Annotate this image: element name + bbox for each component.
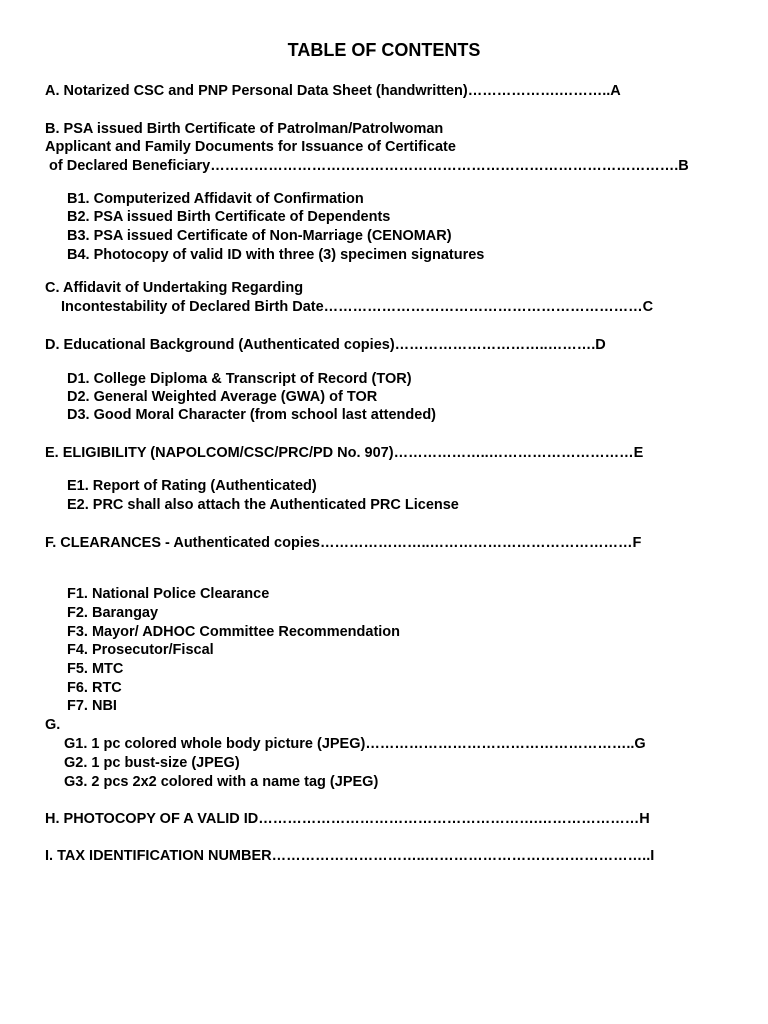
toc-subentry-g2: G2. 1 pc bust-size (JPEG) [64, 755, 240, 771]
toc-entry-d: D. Educational Background (Authenticated copies)…………………………..……….D [45, 337, 606, 353]
document-title: TABLE OF CONTENTS [287, 40, 481, 60]
toc-subentry-b3: B3. PSA issued Certificate of Non-Marriage (CENOMAR) [67, 228, 452, 244]
toc-entry-b-line1: B. PSA issued Birth Certificate of Patrolman/Patrolwoman [45, 121, 444, 137]
toc-entry-b-line3: of Declared Beneficiary…………………………………………………………………………………….B [45, 158, 689, 174]
toc-subentry-f6: F6. RTC [67, 680, 122, 696]
toc-subentry-e1: E1. Report of Rating (Authenticated) [67, 478, 317, 494]
toc-entry-c-line1: C. Affidavit of Undertaking Regarding [45, 280, 304, 296]
toc-entry-g: G. [45, 717, 61, 733]
toc-entry-f: F. CLEARANCES - Authenticated copies…………………..……………………………………F [45, 535, 642, 551]
toc-subentry-f5: F5. MTC [67, 661, 124, 677]
toc-subentry-f3: F3. Mayor/ ADHOC Committee Recommendation [67, 624, 401, 640]
toc-subentry-f4: F4. Prosecutor/Fiscal [67, 642, 214, 658]
toc-subentry-d3: D3. Good Moral Character (from school last attended) [67, 407, 436, 423]
toc-subentry-d1: D1. College Diploma & Transcript of Record (TOR) [67, 371, 412, 387]
toc-subentry-d2: D2. General Weighted Average (GWA) of TOR [67, 389, 378, 405]
toc-entry-e: E. ELIGIBILITY (NAPOLCOM/CSC/PRC/PD No. 907)………………..…………………………E [45, 445, 644, 461]
toc-entry-a: A. Notarized CSC and PNP Personal Data Sheet (handwritten)……………….………..A [45, 83, 621, 99]
toc-entry-h: H. PHOTOCOPY OF A VALID ID………………………………………………….…………………H [45, 811, 650, 827]
toc-subentry-e2: E2. PRC shall also attach the Authenticated PRC License [67, 497, 459, 513]
toc-entry-b-line2: Applicant and Family Documents for Issuance of Certificate [45, 139, 456, 155]
toc-subentry-f2: F2. Barangay [67, 605, 159, 621]
toc-subentry-g3: G3. 2 pcs 2x2 colored with a name tag (JPEG) [64, 774, 379, 790]
toc-entry-c-line2: Incontestability of Declared Birth Date…………………………………………………………C [61, 299, 654, 315]
toc-subentry-b4: B4. Photocopy of valid ID with three (3) specimen signatures [67, 247, 485, 263]
toc-subentry-b1: B1. Computerized Affidavit of Confirmation [67, 191, 364, 207]
toc-subentry-f7: F7. NBI [67, 698, 117, 714]
toc-entry-i: I. TAX IDENTIFICATION NUMBER…………………………..………………………………………..I [45, 848, 655, 864]
toc-subentry-g1: G1. 1 pc colored whole body picture (JPEG)………………………………………………..G [64, 736, 646, 752]
toc-subentry-b2: B2. PSA issued Birth Certificate of Dependents [67, 209, 391, 225]
toc-subentry-f1: F1. National Police Clearance [67, 586, 270, 602]
